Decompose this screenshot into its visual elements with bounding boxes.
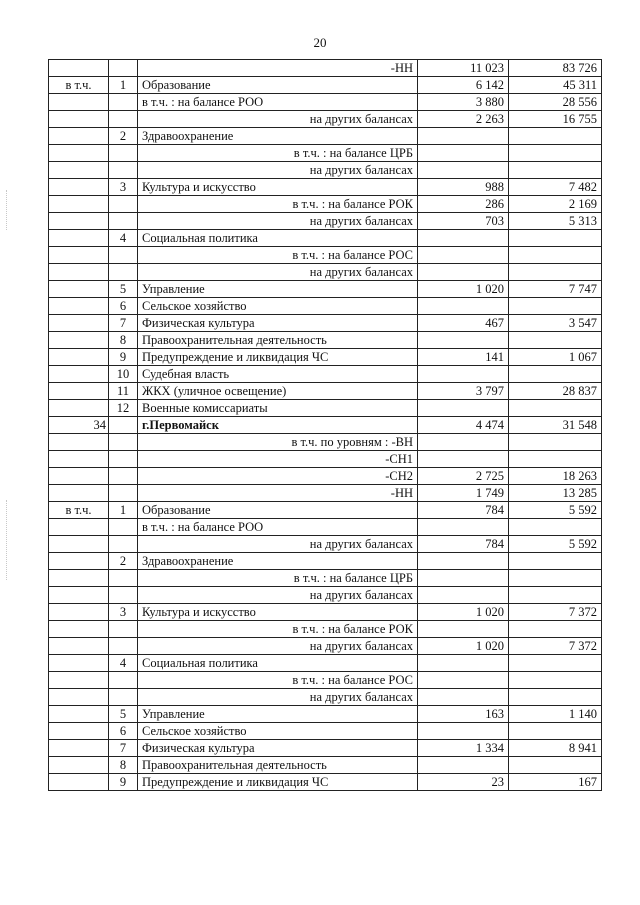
value-col2-cell: [509, 621, 602, 638]
item-name-cell: -НН: [138, 60, 418, 77]
item-name-cell: Судебная власть: [138, 366, 418, 383]
value-col2-cell: 7 372: [509, 638, 602, 655]
scan-margin-mark: [6, 500, 8, 580]
table-row: [49, 706, 602, 723]
table-row: [49, 128, 602, 145]
item-name-cell: Управление: [138, 281, 418, 298]
table-row: [49, 383, 602, 400]
table-row: [49, 77, 602, 94]
item-name-cell: Правоохранительная деятельность: [138, 757, 418, 774]
row-label-cell: [49, 621, 109, 638]
item-number-cell: 8: [109, 332, 138, 349]
value-col2-cell: 5 592: [509, 536, 602, 553]
item-number-cell: [109, 451, 138, 468]
value-col2-cell: [509, 434, 602, 451]
item-name-cell: в т.ч. : на балансе РОК: [138, 621, 418, 638]
table-row: [49, 196, 602, 213]
item-number-cell: [109, 621, 138, 638]
row-label-cell: [49, 587, 109, 604]
row-label-cell: [49, 366, 109, 383]
value-col2-cell: 7 372: [509, 604, 602, 621]
item-name-cell: Сельское хозяйство: [138, 298, 418, 315]
value-col2-cell: [509, 689, 602, 706]
item-number-cell: 3: [109, 604, 138, 621]
item-name-cell: Культура и искусство: [138, 179, 418, 196]
value-col1-cell: [418, 247, 509, 264]
table-row: [49, 298, 602, 315]
table-row: [49, 94, 602, 111]
item-number-cell: [109, 111, 138, 128]
value-col2-cell: 28 837: [509, 383, 602, 400]
table-row: [49, 553, 602, 570]
item-number-cell: [109, 60, 138, 77]
row-label-cell: [49, 60, 109, 77]
item-number-cell: 1: [109, 502, 138, 519]
row-label-cell: [49, 451, 109, 468]
value-col1-cell: [418, 162, 509, 179]
budget-table-body: [49, 60, 602, 791]
value-col1-cell: [418, 128, 509, 145]
item-number-cell: [109, 145, 138, 162]
table-row: [49, 434, 602, 451]
row-label-cell: [49, 774, 109, 791]
value-col2-cell: 3 547: [509, 315, 602, 332]
value-col2-cell: 31 548: [509, 417, 602, 434]
value-col1-cell: 1 020: [418, 281, 509, 298]
value-col1-cell: [418, 672, 509, 689]
item-number-cell: 9: [109, 349, 138, 366]
table-row: [49, 570, 602, 587]
value-col2-cell: [509, 587, 602, 604]
item-name-cell: на других балансах: [138, 213, 418, 230]
row-label-cell: в т.ч.: [49, 502, 109, 519]
value-col2-cell: 45 311: [509, 77, 602, 94]
value-col2-cell: 167: [509, 774, 602, 791]
row-label-cell: [49, 111, 109, 128]
row-label-cell: [49, 94, 109, 111]
item-number-cell: 4: [109, 230, 138, 247]
table-row: [49, 264, 602, 281]
value-col1-cell: [418, 400, 509, 417]
row-label-cell: [49, 179, 109, 196]
value-col2-cell: 7 747: [509, 281, 602, 298]
item-number-cell: [109, 587, 138, 604]
table-row: [49, 60, 602, 77]
item-number-cell: 2: [109, 128, 138, 145]
value-col2-cell: 1 140: [509, 706, 602, 723]
row-label-cell: [49, 553, 109, 570]
value-col2-cell: 1 067: [509, 349, 602, 366]
value-col1-cell: 1 020: [418, 638, 509, 655]
row-label-cell: [49, 689, 109, 706]
row-label-cell: [49, 332, 109, 349]
item-name-cell: Физическая культура: [138, 315, 418, 332]
item-number-cell: [109, 213, 138, 230]
item-name-cell: на других балансах: [138, 536, 418, 553]
table-row: [49, 162, 602, 179]
item-name-cell: г.Первомайск: [138, 417, 418, 434]
item-number-cell: 3: [109, 179, 138, 196]
value-col2-cell: [509, 655, 602, 672]
item-name-cell: Правоохранительная деятельность: [138, 332, 418, 349]
value-col2-cell: 13 285: [509, 485, 602, 502]
value-col2-cell: [509, 264, 602, 281]
item-number-cell: [109, 485, 138, 502]
value-col2-cell: 18 263: [509, 468, 602, 485]
value-col1-cell: [418, 230, 509, 247]
row-label-cell: [49, 128, 109, 145]
table-row: [49, 400, 602, 417]
row-label-cell: [49, 298, 109, 315]
value-col1-cell: [418, 332, 509, 349]
item-name-cell: Управление: [138, 706, 418, 723]
item-name-cell: Предупреждение и ликвидация ЧС: [138, 774, 418, 791]
item-number-cell: [109, 94, 138, 111]
value-col1-cell: 1 334: [418, 740, 509, 757]
item-name-cell: Образование: [138, 502, 418, 519]
value-col2-cell: [509, 519, 602, 536]
item-number-cell: 12: [109, 400, 138, 417]
value-col2-cell: [509, 145, 602, 162]
item-number-cell: [109, 519, 138, 536]
row-label-cell: [49, 570, 109, 587]
table-row: [49, 774, 602, 791]
value-col2-cell: [509, 553, 602, 570]
row-label-cell: [49, 264, 109, 281]
value-col1-cell: 23: [418, 774, 509, 791]
value-col2-cell: [509, 332, 602, 349]
value-col1-cell: [418, 689, 509, 706]
table-row: [49, 417, 602, 434]
table-row: [49, 536, 602, 553]
value-col1-cell: 467: [418, 315, 509, 332]
item-name-cell: на других балансах: [138, 162, 418, 179]
item-name-cell: -НН: [138, 485, 418, 502]
value-col2-cell: [509, 230, 602, 247]
table-row: [49, 451, 602, 468]
row-label-cell: [49, 383, 109, 400]
value-col2-cell: 16 755: [509, 111, 602, 128]
value-col1-cell: [418, 264, 509, 281]
row-label-cell: [49, 519, 109, 536]
item-name-cell: в т.ч. : на балансе РОС: [138, 672, 418, 689]
item-number-cell: 2: [109, 553, 138, 570]
row-label-cell: [49, 247, 109, 264]
item-name-cell: на других балансах: [138, 587, 418, 604]
row-label-cell: [49, 281, 109, 298]
value-col1-cell: 6 142: [418, 77, 509, 94]
scan-margin-mark: [6, 190, 8, 230]
item-number-cell: [109, 536, 138, 553]
row-label-cell: в т.ч.: [49, 77, 109, 94]
row-label-cell: [49, 485, 109, 502]
table-row: [49, 485, 602, 502]
value-col2-cell: [509, 400, 602, 417]
value-col1-cell: 286: [418, 196, 509, 213]
value-col2-cell: [509, 451, 602, 468]
item-number-cell: 11: [109, 383, 138, 400]
value-col1-cell: 784: [418, 502, 509, 519]
value-col1-cell: 11 023: [418, 60, 509, 77]
table-row: [49, 655, 602, 672]
item-number-cell: [109, 247, 138, 264]
value-col1-cell: 2 263: [418, 111, 509, 128]
table-row: [49, 621, 602, 638]
value-col1-cell: 1 749: [418, 485, 509, 502]
table-row: [49, 502, 602, 519]
item-name-cell: Сельское хозяйство: [138, 723, 418, 740]
table-row: [49, 281, 602, 298]
item-number-cell: [109, 434, 138, 451]
value-col2-cell: 5 313: [509, 213, 602, 230]
row-label-cell: [49, 230, 109, 247]
value-col1-cell: [418, 366, 509, 383]
item-name-cell: Здравоохранение: [138, 128, 418, 145]
row-label-cell: [49, 672, 109, 689]
row-label-cell: [49, 196, 109, 213]
row-label-cell: [49, 536, 109, 553]
item-name-cell: на других балансах: [138, 638, 418, 655]
value-col1-cell: [418, 298, 509, 315]
row-label-cell: [49, 468, 109, 485]
value-col1-cell: 141: [418, 349, 509, 366]
table-row: [49, 468, 602, 485]
value-col1-cell: 3 880: [418, 94, 509, 111]
value-col2-cell: 83 726: [509, 60, 602, 77]
item-name-cell: -СН1: [138, 451, 418, 468]
value-col1-cell: [418, 655, 509, 672]
row-label-cell: [49, 434, 109, 451]
item-number-cell: 8: [109, 757, 138, 774]
value-col2-cell: [509, 298, 602, 315]
value-col1-cell: [418, 145, 509, 162]
row-label-cell: [49, 740, 109, 757]
item-name-cell: Культура и искусство: [138, 604, 418, 621]
table-row: [49, 740, 602, 757]
value-col1-cell: 163: [418, 706, 509, 723]
item-name-cell: в т.ч. : на балансе ЦРБ: [138, 570, 418, 587]
item-name-cell: Здравоохранение: [138, 553, 418, 570]
item-name-cell: на других балансах: [138, 111, 418, 128]
table-row: [49, 213, 602, 230]
item-name-cell: -СН2: [138, 468, 418, 485]
value-col1-cell: [418, 757, 509, 774]
value-col1-cell: 4 474: [418, 417, 509, 434]
row-label-cell: [49, 604, 109, 621]
item-number-cell: 10: [109, 366, 138, 383]
item-number-cell: [109, 417, 138, 434]
item-name-cell: Военные комиссариаты: [138, 400, 418, 417]
row-label-cell: [49, 706, 109, 723]
table-row: [49, 349, 602, 366]
value-col1-cell: 784: [418, 536, 509, 553]
item-name-cell: Социальная политика: [138, 655, 418, 672]
table-row: [49, 230, 602, 247]
item-name-cell: в т.ч. : на балансе РОО: [138, 519, 418, 536]
value-col2-cell: [509, 162, 602, 179]
value-col1-cell: [418, 434, 509, 451]
item-name-cell: на других балансах: [138, 264, 418, 281]
item-number-cell: [109, 638, 138, 655]
value-col2-cell: [509, 128, 602, 145]
item-number-cell: 7: [109, 315, 138, 332]
value-col1-cell: 703: [418, 213, 509, 230]
table-row: [49, 519, 602, 536]
row-label-cell: [49, 723, 109, 740]
item-name-cell: в т.ч. : на балансе РОК: [138, 196, 418, 213]
row-label-cell: [49, 349, 109, 366]
item-number-cell: 5: [109, 281, 138, 298]
table-row: [49, 315, 602, 332]
item-number-cell: 6: [109, 723, 138, 740]
value-col2-cell: 7 482: [509, 179, 602, 196]
item-number-cell: [109, 689, 138, 706]
value-col2-cell: 28 556: [509, 94, 602, 111]
table-row: [49, 111, 602, 128]
value-col1-cell: 1 020: [418, 604, 509, 621]
value-col1-cell: [418, 587, 509, 604]
value-col1-cell: 3 797: [418, 383, 509, 400]
item-name-cell: в т.ч. по уровням : -ВН: [138, 434, 418, 451]
value-col1-cell: [418, 519, 509, 536]
row-label-cell: [49, 655, 109, 672]
item-number-cell: [109, 672, 138, 689]
row-label-cell: [49, 757, 109, 774]
table-row: [49, 723, 602, 740]
item-name-cell: ЖКХ (уличное освещение): [138, 383, 418, 400]
item-name-cell: в т.ч. : на балансе РОО: [138, 94, 418, 111]
value-col1-cell: [418, 621, 509, 638]
table-row: [49, 604, 602, 621]
item-number-cell: [109, 468, 138, 485]
item-name-cell: в т.ч. : на балансе ЦРБ: [138, 145, 418, 162]
value-col2-cell: [509, 672, 602, 689]
row-label-cell: [49, 162, 109, 179]
item-name-cell: Предупреждение и ликвидация ЧС: [138, 349, 418, 366]
value-col2-cell: [509, 247, 602, 264]
table-row: [49, 672, 602, 689]
item-name-cell: на других балансах: [138, 689, 418, 706]
row-label-cell: [49, 145, 109, 162]
item-name-cell: Образование: [138, 77, 418, 94]
item-number-cell: [109, 570, 138, 587]
item-number-cell: 7: [109, 740, 138, 757]
item-number-cell: 6: [109, 298, 138, 315]
row-label-cell: [49, 213, 109, 230]
table-row: [49, 145, 602, 162]
item-number-cell: [109, 264, 138, 281]
table-row: [49, 689, 602, 706]
row-label-cell: [49, 400, 109, 417]
value-col1-cell: 988: [418, 179, 509, 196]
item-name-cell: Социальная политика: [138, 230, 418, 247]
table-row: [49, 247, 602, 264]
item-number-cell: [109, 162, 138, 179]
value-col2-cell: [509, 757, 602, 774]
value-col2-cell: [509, 366, 602, 383]
value-col2-cell: 2 169: [509, 196, 602, 213]
value-col2-cell: [509, 723, 602, 740]
value-col2-cell: 8 941: [509, 740, 602, 757]
value-col1-cell: [418, 570, 509, 587]
table-row: [49, 332, 602, 349]
item-name-cell: в т.ч. : на балансе РОС: [138, 247, 418, 264]
table-row: [49, 757, 602, 774]
table-row: [49, 587, 602, 604]
item-number-cell: 4: [109, 655, 138, 672]
table-row: [49, 179, 602, 196]
value-col1-cell: [418, 451, 509, 468]
page-number: 20: [313, 35, 327, 50]
table-row: [49, 366, 602, 383]
item-number-cell: 5: [109, 706, 138, 723]
value-col1-cell: [418, 723, 509, 740]
value-col1-cell: [418, 553, 509, 570]
value-col1-cell: 2 725: [418, 468, 509, 485]
value-col2-cell: 5 592: [509, 502, 602, 519]
item-name-cell: Физическая культура: [138, 740, 418, 757]
row-label-cell: [49, 638, 109, 655]
item-number-cell: 1: [109, 77, 138, 94]
item-number-cell: 9: [109, 774, 138, 791]
item-number-cell: [109, 196, 138, 213]
row-label-cell: [49, 315, 109, 332]
value-col2-cell: [509, 570, 602, 587]
row-label-cell: 34: [49, 417, 109, 434]
table-row: [49, 638, 602, 655]
budget-table: [48, 59, 602, 791]
